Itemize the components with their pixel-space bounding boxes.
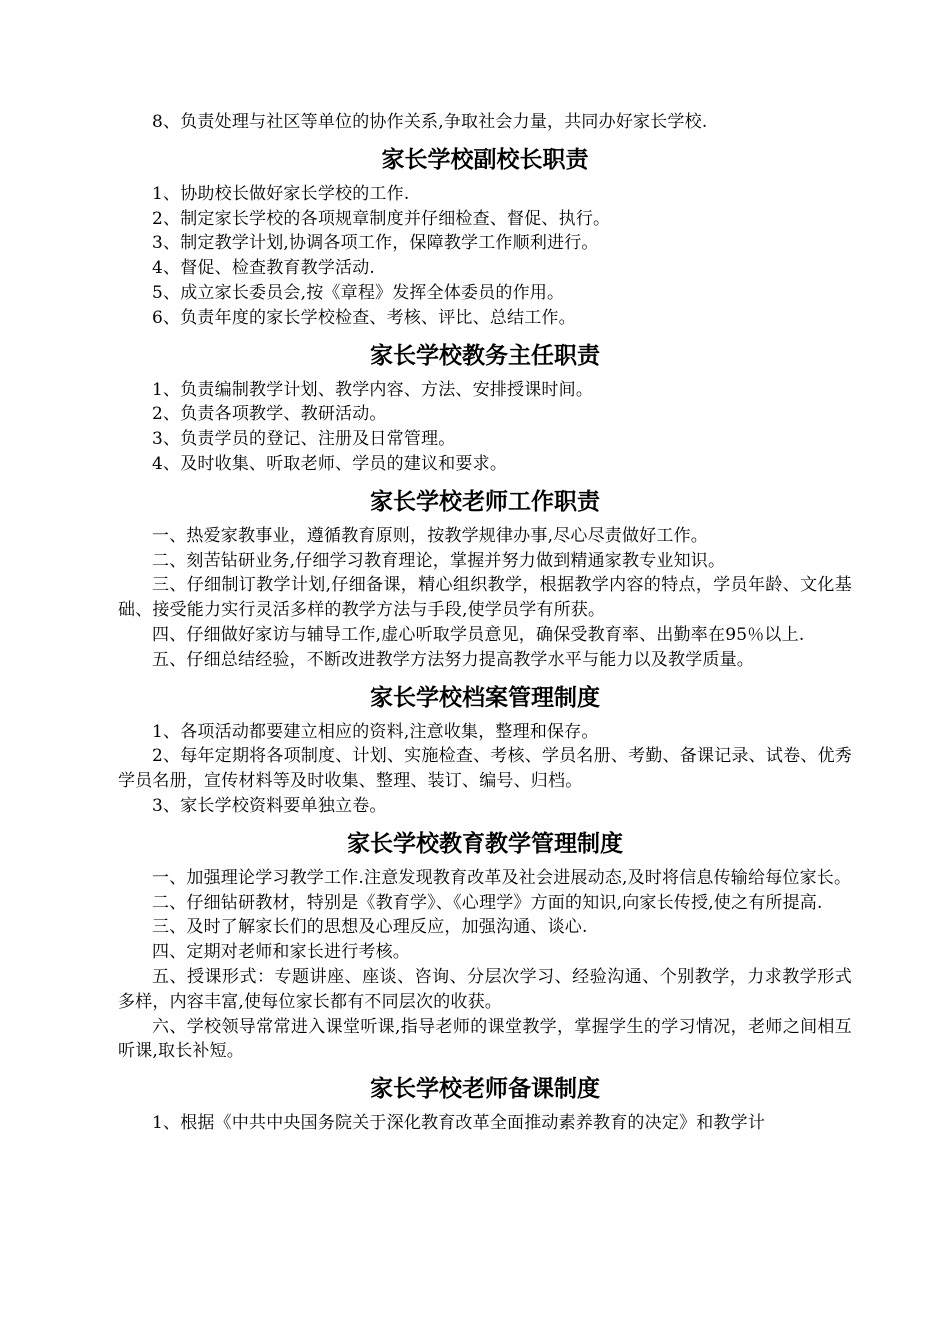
paragraph: 二、刻苦钻研业务,仔细学习教育理论，掌握并努力做到精通家教专业知识。 [152,550,726,571]
paragraph: 三、仔细制订教学计划,仔细备课，精心组织教学，根据教学内容的特点，学员年龄、文化基础、接受能力实行灵活多样的教学方法与手段,使学员学有所获。 [118,575,852,621]
section-lesson-prep [118,1073,852,1136]
paragraph: 5、成立家长委员会,按《章程》发挥全体委员的作用。 [152,282,565,303]
paragraph: 2、负责各项教学、教研活动。 [152,404,387,425]
paragraph: 五、仔细总结经验，不断改进教学方法努力提高教学水平与能力以及教学质量。 [152,649,754,670]
paragraph: 一、热爱家教事业，遵循教育原则，按教学规律办事,尽心尽责做好工作。 [152,525,709,546]
section-vice-principal-duties [118,144,852,331]
section-heading: 家长学校老师备课制度 [370,1076,600,1103]
paragraph: 4、督促、检查教育教学活动. [152,258,376,279]
section-heading: 家长学校教务主任职责 [370,342,600,369]
section-heading: 家长学校老师工作职责 [370,488,600,515]
paragraph: 6、负责年度的家长学校检查、考核、评比、总结工作。 [152,307,576,328]
section-teacher-duties [118,486,852,673]
section-intro [118,110,852,135]
paragraph: 4、及时收集、听取老师、学员的建议和要求。 [152,453,508,474]
paragraph: 8、负责处理与社区等单位的协作关系,争取社会力量，共同办好家长学校. [152,112,708,132]
section-heading: 家长学校档案管理制度 [370,684,600,711]
paragraph: 三、及时了解家长们的思想及心理反应，加强沟通、谈心. [152,917,588,938]
paragraph: 1、负责编制教学计划、教学内容、方法、安排授课时间。 [152,379,594,400]
paragraph: 3、制定教学计划,协调各项工作，保障教学工作顺利进行。 [152,233,599,254]
paragraph: 3、负责学员的登记、注册及日常管理。 [152,429,456,450]
section-teaching-management [118,828,852,1064]
paragraph: 五、授课形式：专题讲座、座谈、咨询、分层次学习、经验沟通、个别教学，力求教学形式多样，内容丰富,使每位家长都有不同层次的收获。 [118,966,852,1012]
paragraph: 2、每年定期将各项制度、计划、实施检查、考核、学员名册、考勤、备课记录、试卷、优秀学员名册，宣传材料等及时收集、整理、装订、编号、归档。 [118,746,852,792]
paragraph: 3、家长学校资料要单独立卷。 [152,795,387,816]
section-heading: 家长学校副校长职责 [381,146,589,173]
section-heading: 家长学校教育教学管理制度 [347,830,623,857]
paragraph: 四、定期对老师和家长进行考核。 [152,942,410,963]
paragraph: 一、加强理论学习教学工作.注意发现教育改革及社会进展动态,及时将信息传输给每位家长。 [152,867,852,888]
section-academic-director-duties [118,340,852,477]
document-page [118,110,852,1136]
paragraph: 四、仔细做好家访与辅导工作,虚心听取学员意见，确保受教育率、出勤率在95％以上. [152,624,805,645]
paragraph: 二、仔细钻研教材，特别是《教育学》、《心理学》方面的知识,向家长传授,使之有所提高. [152,892,823,913]
paragraph: 1、各项活动都要建立相应的资料,注意收集，整理和保存。 [152,721,599,742]
paragraph: 六、学校领导常常进入课堂听课,指导老师的课堂教学，掌握学生的学习情况，老师之间相互听课,取长补短。 [118,1016,852,1062]
section-archive-management [118,682,852,819]
paragraph: 2、制定家长学校的各项规章制度并仔细检查、督促、执行。 [152,208,611,229]
paragraph: 1、根据《中共中央国务院关于深化教育改革全面推动素养教育的决定》和教学计 [152,1113,766,1134]
paragraph: 1、协助校长做好家长学校的工作. [152,183,410,204]
